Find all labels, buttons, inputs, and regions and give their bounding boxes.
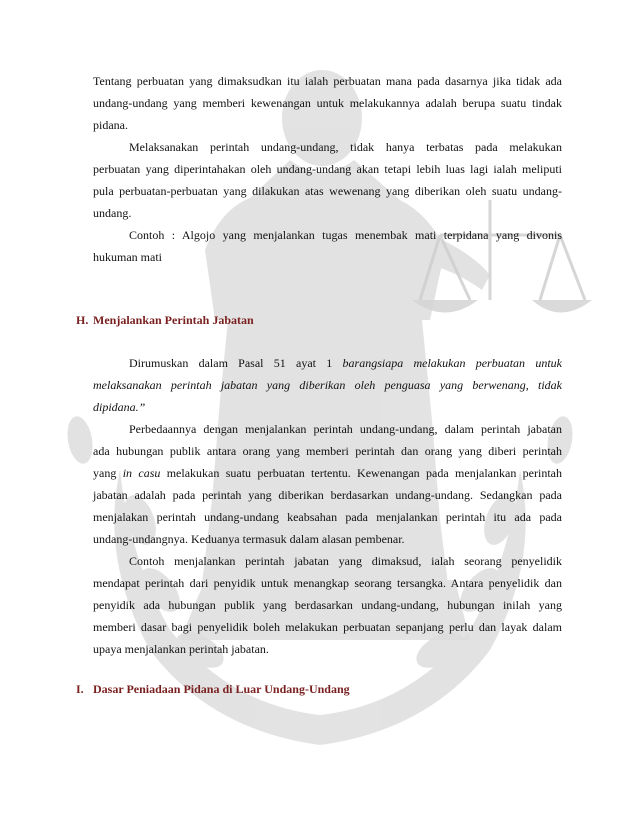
text-line: menjalakan perintah undang-undang keabsahan pada menjalankan perintah itu ada pada xyxy=(93,510,562,524)
text-line: pula perbuatan-perbuatan yang dilakukan atas wewenang yang diberikan oleh suatu undang- xyxy=(93,184,562,198)
heading-text: Menjalankan Perintah Jabatan xyxy=(93,313,254,327)
text-line: jabatan adalah pada perintah yang diberikan berdasarkan undang-undang. Sedangkan pada xyxy=(93,488,562,502)
text-line: pidana. xyxy=(93,118,128,132)
section-heading-i xyxy=(76,682,350,697)
paragraph-4 xyxy=(93,352,562,418)
text-line xyxy=(93,462,562,484)
text-line: perbuatan yang diperintahakan oleh undang-undang akan tetapi lebih luas lagi ialah meliputi xyxy=(93,162,562,176)
heading-text: Dasar Peniadaan Pidana di Luar Undang-Undang xyxy=(93,682,350,696)
text-line: Melaksanakan perintah undang-undang, tidak hanya terbatas pada melakukan xyxy=(129,140,562,154)
text-line: ada hubungan publik antara orang yang memberi perintah dan orang yang diberi perintah xyxy=(93,444,562,458)
text-line xyxy=(93,352,562,374)
text-line: Tentang perbuatan yang dimaksudkan itu ialah perbuatan mana pada dasarnya jika tidak ada xyxy=(93,74,562,88)
text-line: Perbedaannya dengan menjalankan perintah undang-undang, dalam perintah jabatan xyxy=(129,422,562,436)
text-line: memberi dasar bagi penyelidik boleh melakukan perbuatan sepanjang perlu dan layak dalam xyxy=(93,620,562,634)
text-plain: Dirumuskan dalam Pasal 51 ayat 1 xyxy=(129,356,343,370)
text-line: mendapat perintah dari penyidik untuk menangkap seorang tersangka. Antara penyelidik dan xyxy=(93,576,562,590)
paragraph-2 xyxy=(93,136,562,224)
section-heading-h xyxy=(76,313,254,328)
paragraph-5 xyxy=(93,418,562,550)
paragraph-3 xyxy=(93,224,562,268)
paragraph-1 xyxy=(93,70,562,136)
text-italic: barangsiapa melakukan perbuatan untuk xyxy=(342,356,562,370)
text-italic: in casu xyxy=(122,466,161,480)
text-line: undang. xyxy=(93,206,132,220)
text-line: Contoh menjalankan perintah jabatan yang dimaksud, ialah seorang penyelidik xyxy=(129,554,562,568)
heading-letter: I. xyxy=(76,682,84,696)
text-line: hukuman mati xyxy=(93,250,162,264)
text-plain: yang xyxy=(93,466,123,480)
text-line: penyidik ada hubungan publik yang berdasarkan undang-undang, hubungan inilah yang xyxy=(93,598,562,612)
text-line-italic: melaksanakan perintah jabatan yang diberikan oleh penguasa yang berwenang, tidak xyxy=(93,378,562,392)
heading-letter: H. xyxy=(76,313,89,327)
text-line: upaya menjalankan perintah jabatan. xyxy=(93,642,269,656)
paragraph-6 xyxy=(93,550,562,660)
text-line: Contoh : Algojo yang menjalankan tugas menembak mati terpidana yang divonis xyxy=(129,228,562,242)
text-line: undang-undangnya. Keduanya termasuk dalam alasan pembenar. xyxy=(93,532,405,546)
text-line: undang-undang yang memberi kewenangan untuk melakukannya adalah berupa suatu tindak xyxy=(93,96,562,110)
text-line-italic: dipidana.” xyxy=(93,400,146,414)
text-plain: melakukan suatu perbuatan tertentu. Kewenangan pada menjalankan perintah xyxy=(160,466,562,480)
